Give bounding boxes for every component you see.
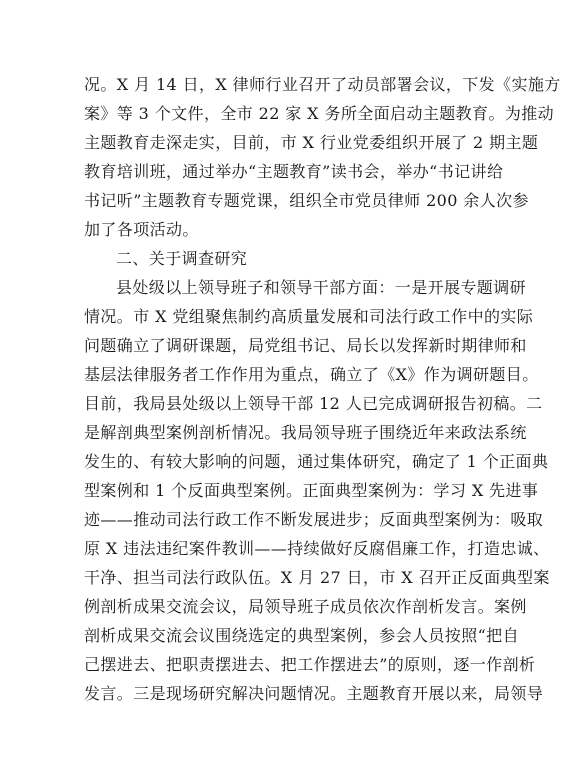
paragraph-line: 剖析成果交流会议围绕选定的典型案例，参会人员按照“把自 (84, 626, 519, 645)
paragraph-line: 县处级以上领导班子和领导干部方面：一是开展专题调研 (116, 278, 527, 297)
paragraph-line: 干净、担当司法行政队伍。X 月 27 日，市 X 召开正反面典型案 (84, 568, 550, 587)
paragraph-line: 型案例和 1 个反面典型案例。正面典型案例为：学习 X 先进事 (84, 481, 539, 500)
paragraph-line: 加了各项活动。 (84, 220, 199, 239)
paragraph-line: 主题教育走深走实，目前，市 X 行业党委组织开展了 2 期主题 (84, 133, 539, 152)
paragraph-line: 目前，我局县处级以上领导干部 12 人已完成调研报告初稿。二 (84, 394, 543, 413)
paragraph-line: 原 X 违法违纪案件教训——持续做好反腐倡廉工作，打造忠诚、 (84, 539, 550, 558)
paragraph-line: 教育培训班，通过举办“主题教育”读书会，举办“书记讲给 (84, 162, 504, 181)
paragraph-line: 己摆进去、把职责摆进去、把工作摆进去”的原则，逐一作剖析 (84, 655, 536, 674)
paragraph-line: 例剖析成果交流会议，局领导班子成员依次作剖析发言。案例 (84, 597, 527, 616)
paragraph-line: 问题确立了调研课题，局党组书记、局长以发挥新时期律师和 (84, 336, 527, 355)
paragraph-line: 发生的、有较大影响的问题，通过集体研究，确定了 1 个正面典 (84, 452, 549, 471)
paragraph-line: 况。X 月 14 日，X 律师行业召开了动员部署会议，下发《实施方 (84, 75, 561, 94)
paragraph-line: 情况。市 X 党组聚焦制约高质量发展和司法行政工作中的实际 (84, 307, 534, 326)
paragraph-line: 迹——推动司法行政工作不断发展进步；反面典型案例为：吸取 (84, 510, 544, 529)
section-heading: 二、关于调查研究 (116, 249, 248, 268)
paragraph-line: 是解剖典型案例剖析情况。我局领导班子围绕近年来政法系统 (84, 423, 527, 442)
paragraph-line: 案》等 3 个文件，全市 22 家 X 务所全面启动主题教育。为推动 (84, 104, 555, 123)
paragraph-line: 基层法律服务者工作作用为重点，确立了《X》作为调研题目。 (84, 365, 539, 384)
paragraph-line: 发言。三是现场研究解决问题情况。主题教育开展以来，局领导 (84, 684, 544, 703)
paragraph-line: 书记听”主题教育专题党课，组织全市党员律师 200 余人次参 (84, 191, 529, 210)
